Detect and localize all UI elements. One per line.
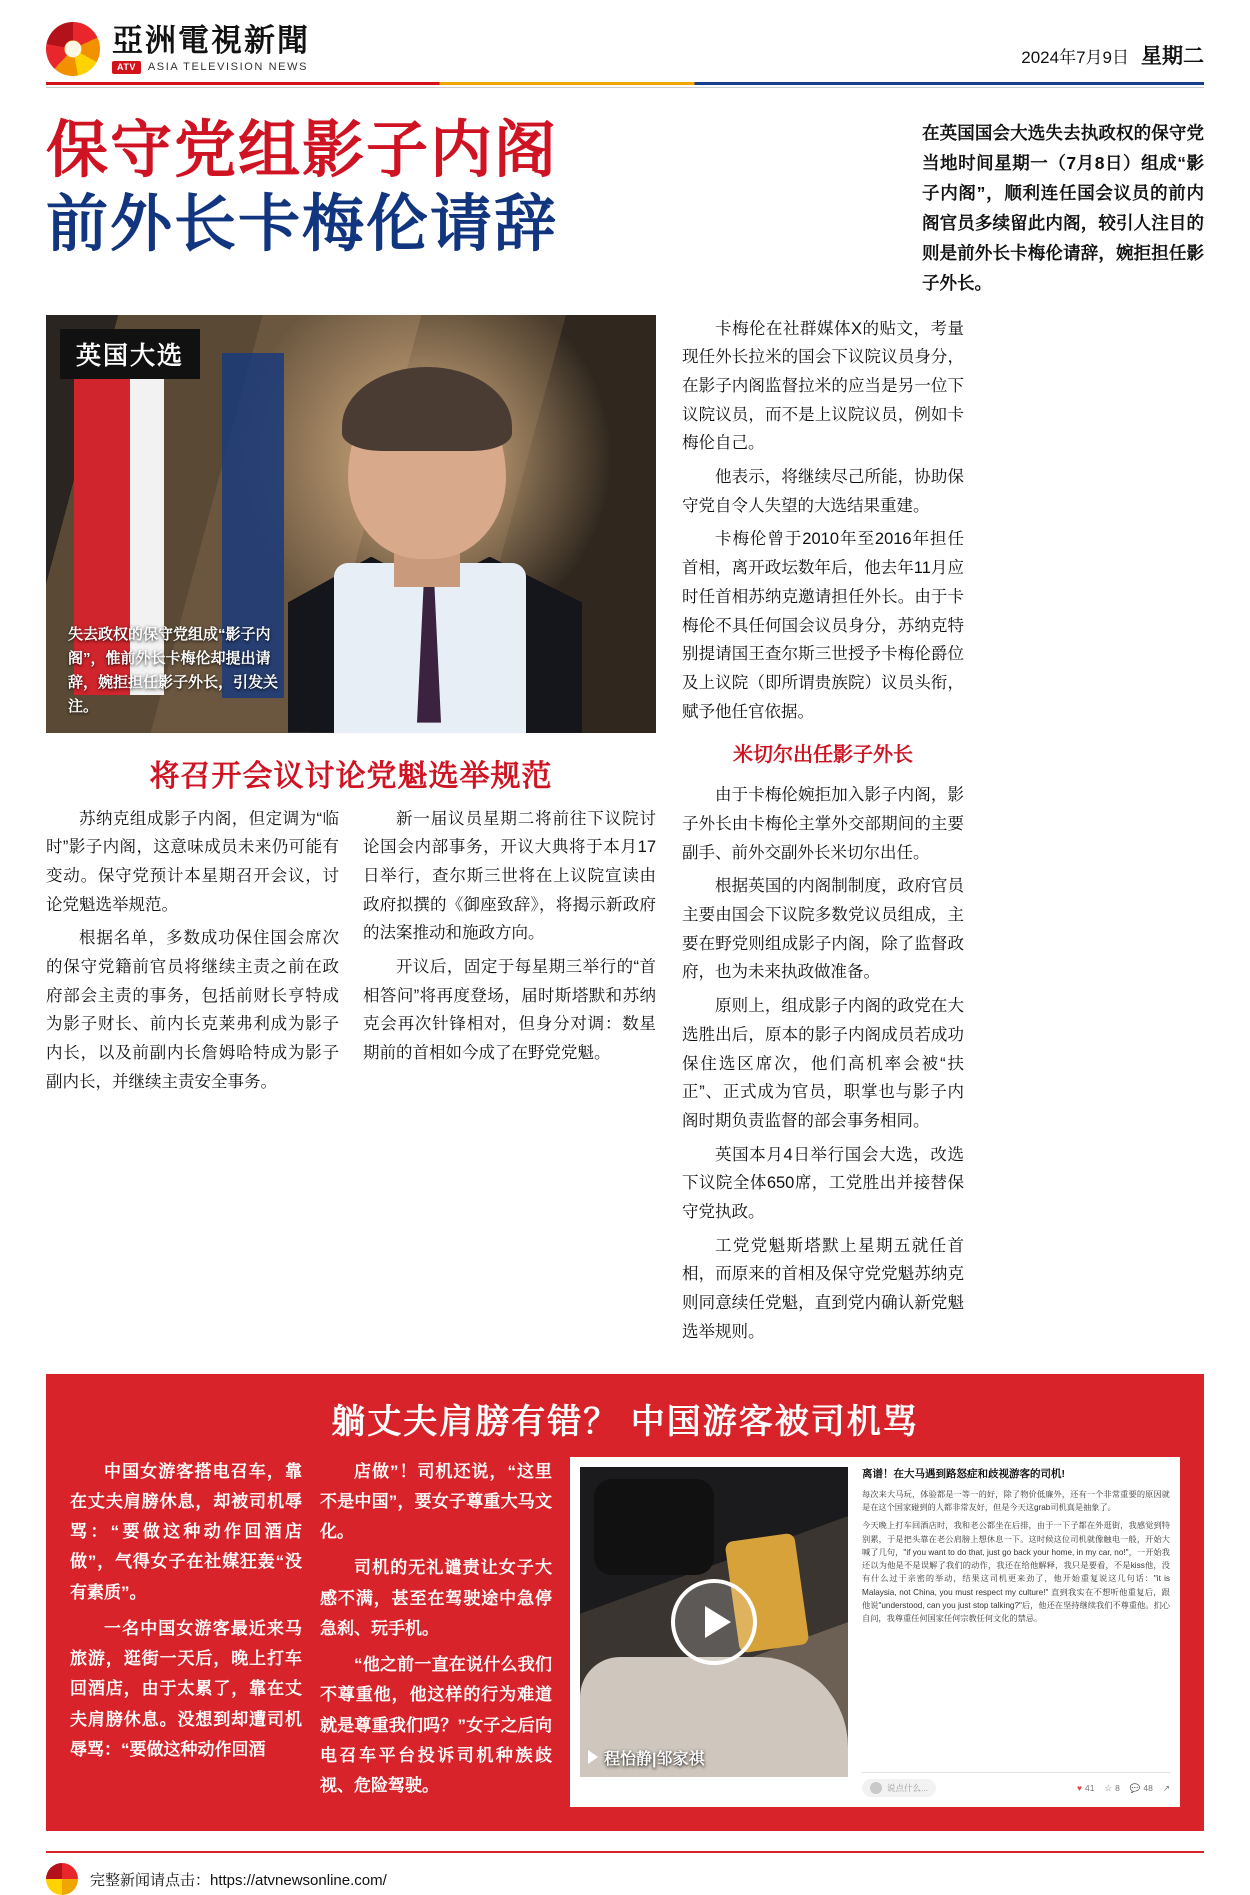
paragraph: 今天晚上打车回酒店时，我和老公都坐在后排，由于一下子都在外逛街，我感觉到特别累，于是把头靠在老公肩膀上想休息一下。这时候这位司机就像触电一般，开始大喊了几句，"if you want to do that, just go back your home, in my car, no!"，一开始我还以为他是不是误解了我们的动作，我还在给他解释，我只是要看，不是kiss他，没有什么过于亲密的举动，结果这司机更来劲了，他开始重复说这几句话："it is Malaysia, not China, you must respect my culture!" 直到我实在不想听他重复后，跟他说"understood, can you just stop talking?"后，他还在坚持继续我们不尊重他。扪心自问，我尊重任何国家任何宗教任何文化的禁忌。 — [862, 1521, 1170, 1624]
portrait-figure — [282, 367, 582, 733]
paragraph: 苏纳克组成影子内阁，但定调为“临时”影子内阁，这意味成员未来仍可能有变动。保守党预计本星期召开会议，讨论党魁选举规范。 — [46, 809, 339, 914]
subsection-title: 米切尔出任影子外长 — [733, 744, 913, 767]
comment-stat[interactable] — [1130, 1783, 1153, 1794]
left-body-columns — [46, 805, 656, 1102]
paragraph: 中国女游客搭电召车，靠在丈夫肩膀休息，却被司机辱骂：“要做这种动作回酒店做”，气得女子在社媒狂轰“没有素质”。 — [70, 1461, 302, 1602]
weekday-text: 星期二 — [1141, 45, 1204, 68]
paragraph: 一名中国女游客最近来马旅游，逛街一天后，晚上打车回酒店，由于太累了，靠在丈夫肩膀休息。没想到却遭司机辱骂：“要做这种动作回酒 — [70, 1618, 302, 1759]
lede-paragraph: 在英国国会大选失去执政权的保守党当地时间星期一（7月8日）组成“影子内阁”，顺利连任国会议员的前内阁官员多续留此内阁，较引人注目的则是前外长卡梅伦请辞，婉拒担任影子外长。 — [922, 123, 1204, 294]
left-body-col-2 — [363, 805, 656, 1102]
play-small-icon — [588, 1750, 598, 1764]
feature-media — [570, 1457, 1180, 1808]
paragraph: 卡梅伦曾于2010年至2016年担任首相，离开政坛数年后，他去年11月应时任首相苏纳克邀请担任外长。由于卡梅伦不具任何国会议员身分，苏纳克特别提请国王查尔斯三世授予卡梅伦爵位及上议院（即所谓贵族院）议员头衔，赋予他任官依据。 — [682, 530, 964, 721]
left-column — [46, 315, 656, 1352]
heart-icon: ♥ — [1076, 1783, 1082, 1794]
masthead-rule — [46, 82, 1204, 85]
feature-title: 躺丈夫肩膀有错？ 中国游客被司机骂 — [331, 1402, 919, 1441]
date-text: 2024年7月9日 — [1021, 48, 1129, 67]
paragraph: 根据名单，多数成功保住国会席次的保守党籍前官员将继续主责之前在政府部会主责的事务，包括前财长亨特成为影子财长、前内长克莱弗利成为影子内长，以及前副内长詹姆哈特成为影子副内长，并继续主责安全事务。 — [46, 929, 339, 1091]
post-footer — [862, 1772, 1170, 1797]
post-title: 离谱！在大马遇到路怒症和歧视游客的司机! — [862, 1467, 1065, 1480]
video-credit — [588, 1746, 704, 1769]
feature-story — [46, 1374, 1204, 1832]
atv-logo-icon — [46, 22, 100, 76]
photo-caption: 失去政权的保守党组成“影子内阁”，惟前外长卡梅伦却提出请辞，婉拒担任影子外长，引发关注。 — [68, 625, 279, 715]
post-body — [862, 1488, 1170, 1767]
hair — [342, 367, 512, 451]
brand-text — [112, 22, 310, 74]
paragraph: 他表示，将继续尽己所能，协助保守党自令人失望的大选结果重建。 — [682, 468, 964, 515]
star-count: 8 — [1115, 1783, 1120, 1794]
like-stat[interactable] — [1077, 1783, 1095, 1793]
paragraph: 工党党魁斯塔默上星期五就任首相，而原来的首相及保守党党魁苏纳克则同意续任党魁，直到党内确认新党魁选举规则。 — [682, 1236, 964, 1341]
comment-icon: 💬 — [1129, 1782, 1141, 1793]
brand-name-en-row — [112, 61, 310, 74]
photo-tag: 英国大选 — [60, 329, 200, 379]
masthead-rule-thin — [46, 87, 1204, 88]
social-post-screenshot — [862, 1467, 1170, 1798]
headline-line-2: 前外长卡梅伦请辞 — [46, 186, 559, 260]
play-button-icon[interactable] — [671, 1579, 757, 1665]
masthead — [46, 0, 1204, 76]
brand — [46, 22, 310, 76]
paragraph: 卡梅伦在社群媒体X的贴文，考量现任外长拉米的国会下议院议员身分，在影子内阁监督拉米的应当是另一位下议院议员，而不是上议院议员，例如卡梅伦自己。 — [682, 319, 964, 453]
comment-input[interactable] — [862, 1779, 936, 1797]
feature-col-1 — [70, 1457, 302, 1808]
footer — [46, 1851, 1204, 1895]
left-body-col-1 — [46, 805, 339, 1102]
paragraph: 店做”！司机还说，“这里不是中国”，要女子尊重大马文化。 — [320, 1461, 552, 1542]
section-title: 将召开会议讨论党魁选举规范 — [149, 759, 553, 793]
feature-col-2 — [320, 1457, 552, 1808]
paragraph: 原则上，组成影子内阁的政党在大选胜出后，原本的影子内阁成员若成功保住选区席次，他们高机率会被“扶正”、正式成为官员，职掌也与影子内阁时期负责监督的部会事务相同。 — [682, 997, 964, 1130]
share-icon[interactable]: ↗ — [1162, 1782, 1170, 1793]
brand-name-cn: 亞洲電視新聞 — [112, 22, 310, 58]
paragraph: 新一届议员星期二将前往下议院讨论国会内部事务，开议大典将于本月17日举行，查尔斯三世将在上议院宣读由政府拟撰的《御座致辞》，将揭示新政府的法案推动和施政方向。 — [363, 809, 656, 943]
brand-name-en: ASIA TELEVISION NEWS — [147, 60, 309, 73]
main-columns — [46, 315, 1204, 1352]
paragraph: 英国本月4日举行国会大选，改选下议院全体650席，工党胜出并接替保守党执政。 — [682, 1145, 964, 1222]
atv-footer-icon — [46, 1863, 78, 1895]
headrest-shape — [594, 1479, 714, 1575]
video-thumbnail[interactable] — [580, 1467, 848, 1777]
dateline — [1021, 40, 1204, 76]
headline-wrap — [46, 114, 896, 299]
like-count: 41 — [1084, 1783, 1095, 1794]
avatar — [870, 1782, 882, 1794]
post-stats — [1077, 1783, 1170, 1794]
paragraph: 司机的无礼谴责让女子大感不满，甚至在驾驶途中急停急刹、玩手机。 — [320, 1558, 552, 1638]
headline-block — [46, 114, 1204, 299]
paragraph: 每次来大马玩，体验都是一等一的好，除了物价低廉外，还有一个非常重要的原因就是在这个国家碰到的人都非常友好，但是今天这grab司机真是抽象了。 — [862, 1489, 1170, 1513]
star-stat[interactable] — [1104, 1783, 1119, 1794]
star-icon: ☆ — [1104, 1782, 1113, 1793]
video-credit-text: 程怡静|邹家祺 — [604, 1750, 705, 1768]
atv-badge: ATV — [112, 61, 141, 74]
lead-photo — [46, 315, 656, 733]
comment-placeholder: 说点什么... — [887, 1783, 929, 1794]
headline-line-1: 保守党组影子内阁 — [46, 113, 559, 186]
feature-inner — [70, 1457, 1180, 1808]
comment-count: 48 — [1143, 1783, 1153, 1794]
paragraph: 由于卡梅伦婉拒加入影子内阁，影子外长由卡梅伦主掌外交部期间的主要副手、前外交副外长米切尔出任。 — [682, 786, 964, 862]
page-title — [46, 114, 896, 260]
paragraph: “他之前一直在说什么我们不尊重他，他这样的行为难道就是尊重我们吗？”女子之后向电召车平台投诉司机种族歧视、危险驾驶。 — [320, 1655, 552, 1796]
footer-link-text[interactable]: 完整新闻请点击：https://atvnewsonline.com/ — [90, 1871, 387, 1889]
paragraph: 根据英国的内阁制制度，政府官员主要由国会下议院多数党议员组成，主要在野党则组成影子内阁，除了监督政府，也为未来执政做准备。 — [682, 877, 964, 982]
right-column — [682, 315, 964, 1352]
paragraph: 开议后，固定于每星期三举行的“首相答问”将再度登场，届时斯塔默和苏纳克会再次针锋相对，但身分对调：数星期前的首相如今成了在野党党魁。 — [363, 958, 656, 1063]
